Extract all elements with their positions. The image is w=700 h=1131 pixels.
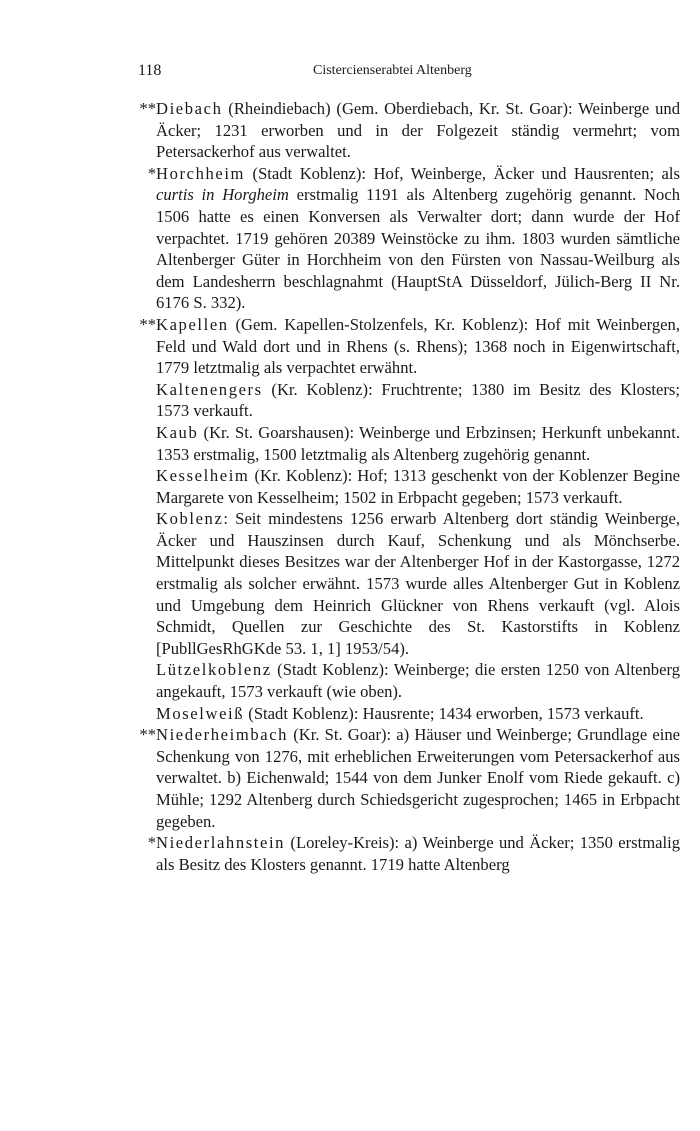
entry-text: (Stadt Koblenz): Hof, Weinberge, Äcker und Hausrenten; als (245, 163, 680, 183)
entry-text: (Gem. Kapellen-Stolzenfels, Kr. Koblenz): Hof mit Weinbergen, Feld und Wald dort und in Rhens (s. Rhens); 1368 noch in Eigenwirtschaft, 1779 letztmalig als verpachtet erwähnt. (156, 314, 680, 378)
entry-marker: ** (139, 314, 156, 334)
entry-text: erstmalig 1191 als Altenberg zugehörig genannt. Noch 1506 hatte es einen Konversen als Verwalter dort; dann wurde der Hof verpachtet. 1719 gehören 20389 Weinstöcke zu ihm. 1803 wurden sämtliche Altenberger Güter in Horchheim von den Fürsten von Nassau-Weilburg als dem Landesherrn beschlagnahmt (HauptStA Düsseldorf, Jülich-Berg II Nr. 6176 S. 332). (156, 185, 680, 313)
place-name: Kapellen (156, 314, 229, 334)
entry-marker: ** (139, 725, 156, 745)
entry-text: (Kr. Koblenz): Hof; 1313 geschenkt von der Koblenzer Begine Margarete von Kesselheim; 1502 in Erbpacht gegeben; 1573 verkauft. (156, 466, 680, 507)
place-name: Niederlahnstein (156, 833, 286, 853)
entry-marker: * (147, 833, 156, 853)
page-number: 118 (138, 62, 162, 79)
entry-luetzelkoblenz (156, 659, 680, 702)
entry-text: (Kr. St. Goarshausen): Weinberge und Erbzinsen; Herkunft unbekannt. 1353 erstmalig, 1500 letztmalig als Altenberg zugehörig genannt. (156, 422, 680, 464)
entry-text: (Loreley-Kreis): a) Weinberge und Äcker; 1350 erstmalig als Besitz des Klosters genannt. 1719 hatte Altenberg (156, 833, 680, 874)
entry-kapellen (139, 314, 680, 379)
entry-niederheimbach (139, 724, 680, 832)
entry-niederlahnstein (147, 832, 680, 875)
page-header (138, 62, 680, 82)
entry-marker: * (147, 163, 156, 183)
entry-text: (Stadt Koblenz): Weinberge; die ersten 1250 von Altenberg angekauft, 1573 verkauft (wie oben). (156, 660, 680, 702)
place-name: Horchheim (156, 163, 246, 183)
entry-kaltenengers (156, 379, 680, 422)
entry-horchheim (147, 163, 680, 314)
entry-marker: ** (139, 99, 156, 118)
entry-diebach (139, 98, 680, 163)
place-name: Kesselheim (156, 466, 250, 486)
entry-text: : Seit mindestens 1256 erwarb Altenberg dort ständig Weinberge, Äcker und Hauszinsen durch Kauf, Schenkung und als Mönchserbe. Mittelpunkt dieses Besitzes war der Altenberger Hof in der Kastorgasse, 1272 erstmalig als solcher erwähnt. 1573 wurde alles Altenberger Gut in Koblenz und Umgebung dem Heinrich Glückner von Rhens verkauft (vgl. Alois Schmidt, Quellen zur Geschichte des St. Kastorstifts in Koblenz [PubllGesRhGKde 53. 1, 1] 1953/54). (156, 509, 680, 658)
place-name: Lützelkoblenz (156, 660, 272, 680)
entry-moselweiss (156, 703, 680, 725)
place-name: Kaub (156, 422, 199, 442)
entry-kesselheim (156, 465, 680, 508)
entry-kaub (156, 422, 680, 465)
place-name: Niederheimbach (156, 725, 289, 745)
entry-text-italic: curtis in Horgheim (156, 185, 289, 205)
entry-koblenz (156, 508, 680, 659)
entry-text: (Kr. St. Goar): a) Häuser und Weinberge; Grundlage eine Schenkung von 1276, mit erheblichen Erweiterungen vom Petersackerhof aus verwaltet. b) Eichenwald; 1544 von dem Junker Enolf vom Riede gekauft. c) Mühle; 1292 Altenberg durch Schiedsgericht zugesprochen; 1465 in Erbpacht gegeben. (156, 725, 680, 831)
running-title: Cistercienserabtei Altenberg (313, 63, 472, 78)
entry-text: (Kr. Koblenz): Fruchtrente; 1380 im Besitz des Klosters; 1573 verkauft. (156, 379, 680, 421)
place-name: Moselweiß (156, 703, 245, 723)
place-name: Diebach (156, 99, 223, 118)
place-name: Koblenz (156, 509, 224, 529)
entry-text: (Rheindiebach) (Gem. Oberdiebach, Kr. St. Goar): Weinberge und Äcker; 1231 erworben und in der Folgezeit ständig vermehrt; vom Petersackerhof aus verwaltet. (156, 99, 680, 162)
entry-list (139, 98, 680, 875)
place-name: Kaltenengers (156, 379, 263, 399)
entry-text: (Stadt Koblenz): Hausrente; 1434 erworben, 1573 verkauft. (244, 703, 644, 723)
